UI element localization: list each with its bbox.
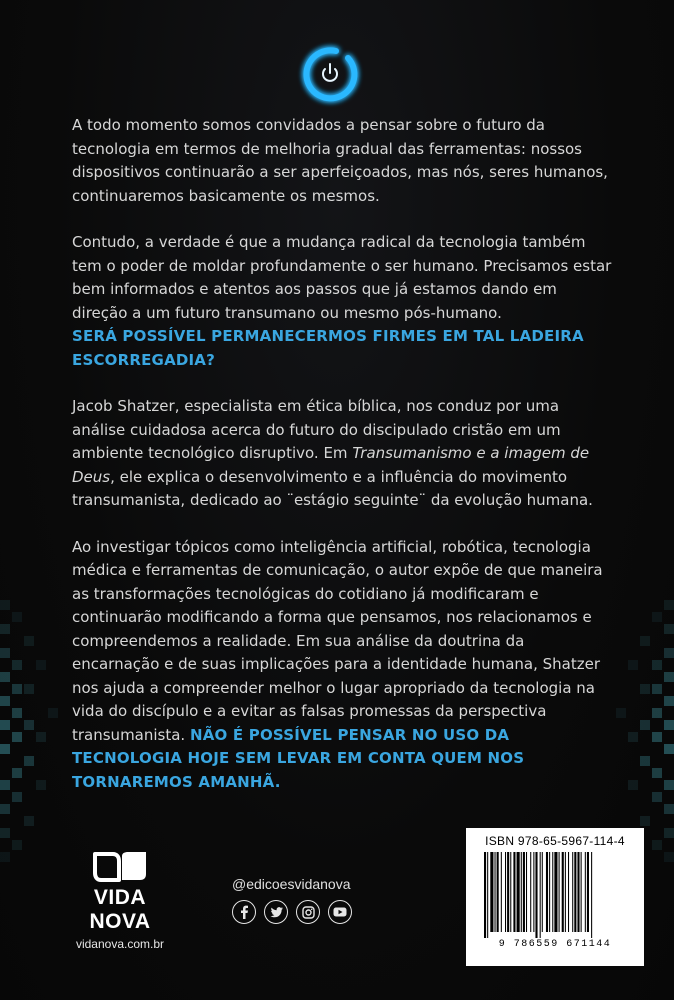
barcode-bar: [549, 852, 550, 932]
publisher-website: vidanova.com.br: [75, 937, 165, 951]
isbn-barcode-panel: [466, 828, 644, 966]
paragraph-4: [72, 536, 612, 795]
barcode-bar: [487, 852, 488, 938]
power-icon: [292, 36, 368, 112]
barcode-bar: [513, 852, 515, 932]
barcode-bar: [568, 852, 569, 932]
publisher-name: VIDA NOVA: [89, 886, 151, 933]
isbn-number: ISBN 978-65-5967-114-4: [485, 834, 625, 848]
barcode-bar: [577, 852, 579, 932]
barcode-bar: [490, 852, 493, 932]
paragraph-2: [72, 231, 612, 372]
barcode-bar: [546, 852, 548, 932]
barcode-bar: [530, 852, 531, 932]
barcode-bar: [523, 852, 525, 932]
paragraph-4-text: Ao investigar tópicos como inteligência artificial, robótica, tecnologia médica e ferramentas de comunicação, o autor expõe de que maneira as transformações tecnológicas do cotidiano já modificaram e continuarão modificando a forma que pensamos, nos relacionamos e compreendemos a realidade. Em sua análise da doutrina da encarnação e de suas implicações para a identidade humana, Shatzer nos ajuda a compreender melhor o lugar apropriado da tecnologia na vida do discípulo e a evitar as falsas promessas da perspectiva transumanista.: [72, 537, 603, 744]
book-title: Transumanismo e a imagem de Deus: [72, 444, 590, 486]
barcode-bar: [542, 852, 543, 932]
paragraph-1: A todo momento somos convidados a pensar sobre o futuro da tecnologia em termos de melhoria gradual das ferramentas: nossos dispositivos continuarão a ser aperfeiçoados, mas nós, seres humanos, continuaremos basicamente os mesmos.: [72, 116, 608, 205]
barcode-bar: [585, 852, 586, 932]
barcode-bar: [505, 852, 506, 932]
barcode-bar: [526, 852, 527, 932]
barcode-digits: 9 786559 671144: [498, 939, 612, 950]
barcode-bar: [517, 852, 520, 932]
facebook-icon: [232, 900, 256, 924]
barcode-bar: [535, 852, 537, 938]
barcode-bar: [581, 852, 582, 932]
barcode-bar: [572, 852, 573, 932]
paragraph-3: [72, 395, 612, 513]
instagram-icon: [296, 900, 320, 924]
book-logo-icon: [91, 850, 149, 884]
social-media: [232, 876, 352, 924]
barcode-bar: [565, 852, 566, 932]
barcode-bar: [554, 852, 557, 932]
synopsis: [72, 114, 612, 817]
paragraph-2-text: Contudo, a verdade é que a mudança radical da tecnologia também tem o poder de moldar profundamente o ser humano. Precisamos estar bem informados e atentos aos passos que já estamos dando em direção a um futuro transumano ou mesmo pós-humano.: [72, 233, 612, 322]
barcode-bar: [533, 852, 534, 932]
barcode-bar: [562, 852, 564, 932]
barcode-bar: [501, 852, 502, 932]
paragraph-3-text-end: , ele explica o desenvolvimento e a influência do movimento transumanista, dedicado ao ¨estágio seguinte¨ da evolução humana.: [72, 467, 593, 509]
barcode-bar: [552, 852, 553, 932]
social-icons: [232, 900, 352, 924]
twitter-icon: [264, 900, 288, 924]
paragraph-4-highlight: NÃO É POSSÍVEL PENSAR NO USO DA TECNOLOGIA HOJE SEM LEVAR EM CONTA QUEM NOS TORNAREMOS AMANHÃ.: [72, 725, 525, 791]
barcode-bar: [521, 852, 522, 932]
barcode-bar: [587, 852, 589, 932]
barcode-bar: [495, 852, 496, 932]
barcode-bar: [559, 852, 560, 932]
barcode-bar: [497, 852, 499, 932]
barcode-bar: [540, 852, 541, 938]
social-handle: @edicoesvidanova: [232, 876, 351, 892]
barcode-bar: [507, 852, 509, 932]
paragraph-3-text-start: Jacob Shatzer, especialista em ética bíblica, nos conduz por uma análise cuidadosa acerca do futuro do discipulado cristão em um ambiente tecnológico disruptivo. Em: [72, 397, 561, 462]
barcode-bar: [484, 852, 486, 938]
youtube-icon: [328, 900, 352, 924]
barcode-bar: [574, 852, 576, 932]
barcode-bar: [591, 852, 592, 938]
paragraph-2-highlight: SERÁ POSSÍVEL PERMANECERMOS FIRMES EM TAL LADEIRA ESCORREGADIA?: [72, 327, 584, 369]
barcode: [480, 852, 630, 938]
barcode-bar: [510, 852, 511, 932]
publisher-logo: [70, 850, 170, 951]
